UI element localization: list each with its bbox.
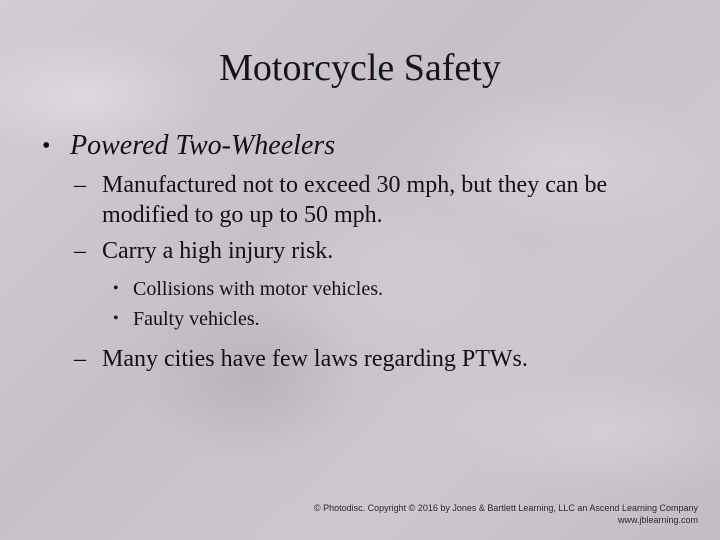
bullet-level1 [40,128,690,164]
copyright-line: © Photodisc. Copyright © 2016 by Jones & Bartlett Learning, LLC an Ascend Learning Company [314,503,698,513]
slide-content [40,128,690,380]
publisher-url: www.jblearning.com [617,515,698,525]
bullet-text: Faulty vehicles. [133,308,260,330]
dash-marker: – [74,346,86,372]
bullet-text: Manufactured not to exceed 30 mph, but they can be modified to go up to 50 mph. [102,172,608,228]
bullet-marker: • [113,310,119,327]
slide-title: Motorcycle Safety [219,47,501,89]
bullet-level2 [40,344,690,374]
bullet-marker: • [113,280,119,297]
bullet-level2 [40,236,690,266]
bullet-text: Powered Two-Wheelers [70,130,336,161]
bullet-level3 [40,304,690,334]
bullet-text: Carry a high injury risk. [102,238,334,264]
bullet-marker: • [42,133,51,159]
bullet-text: Collisions with motor vehicles. [133,278,383,300]
copyright-notice [314,502,698,526]
bullet-text: Many cities have few laws regarding PTWs. [102,346,528,372]
dash-marker: – [74,172,86,198]
bullet-level3-group [40,274,690,334]
bullet-level3 [40,274,690,304]
dash-marker: – [74,238,86,264]
bullet-level2 [40,170,690,230]
